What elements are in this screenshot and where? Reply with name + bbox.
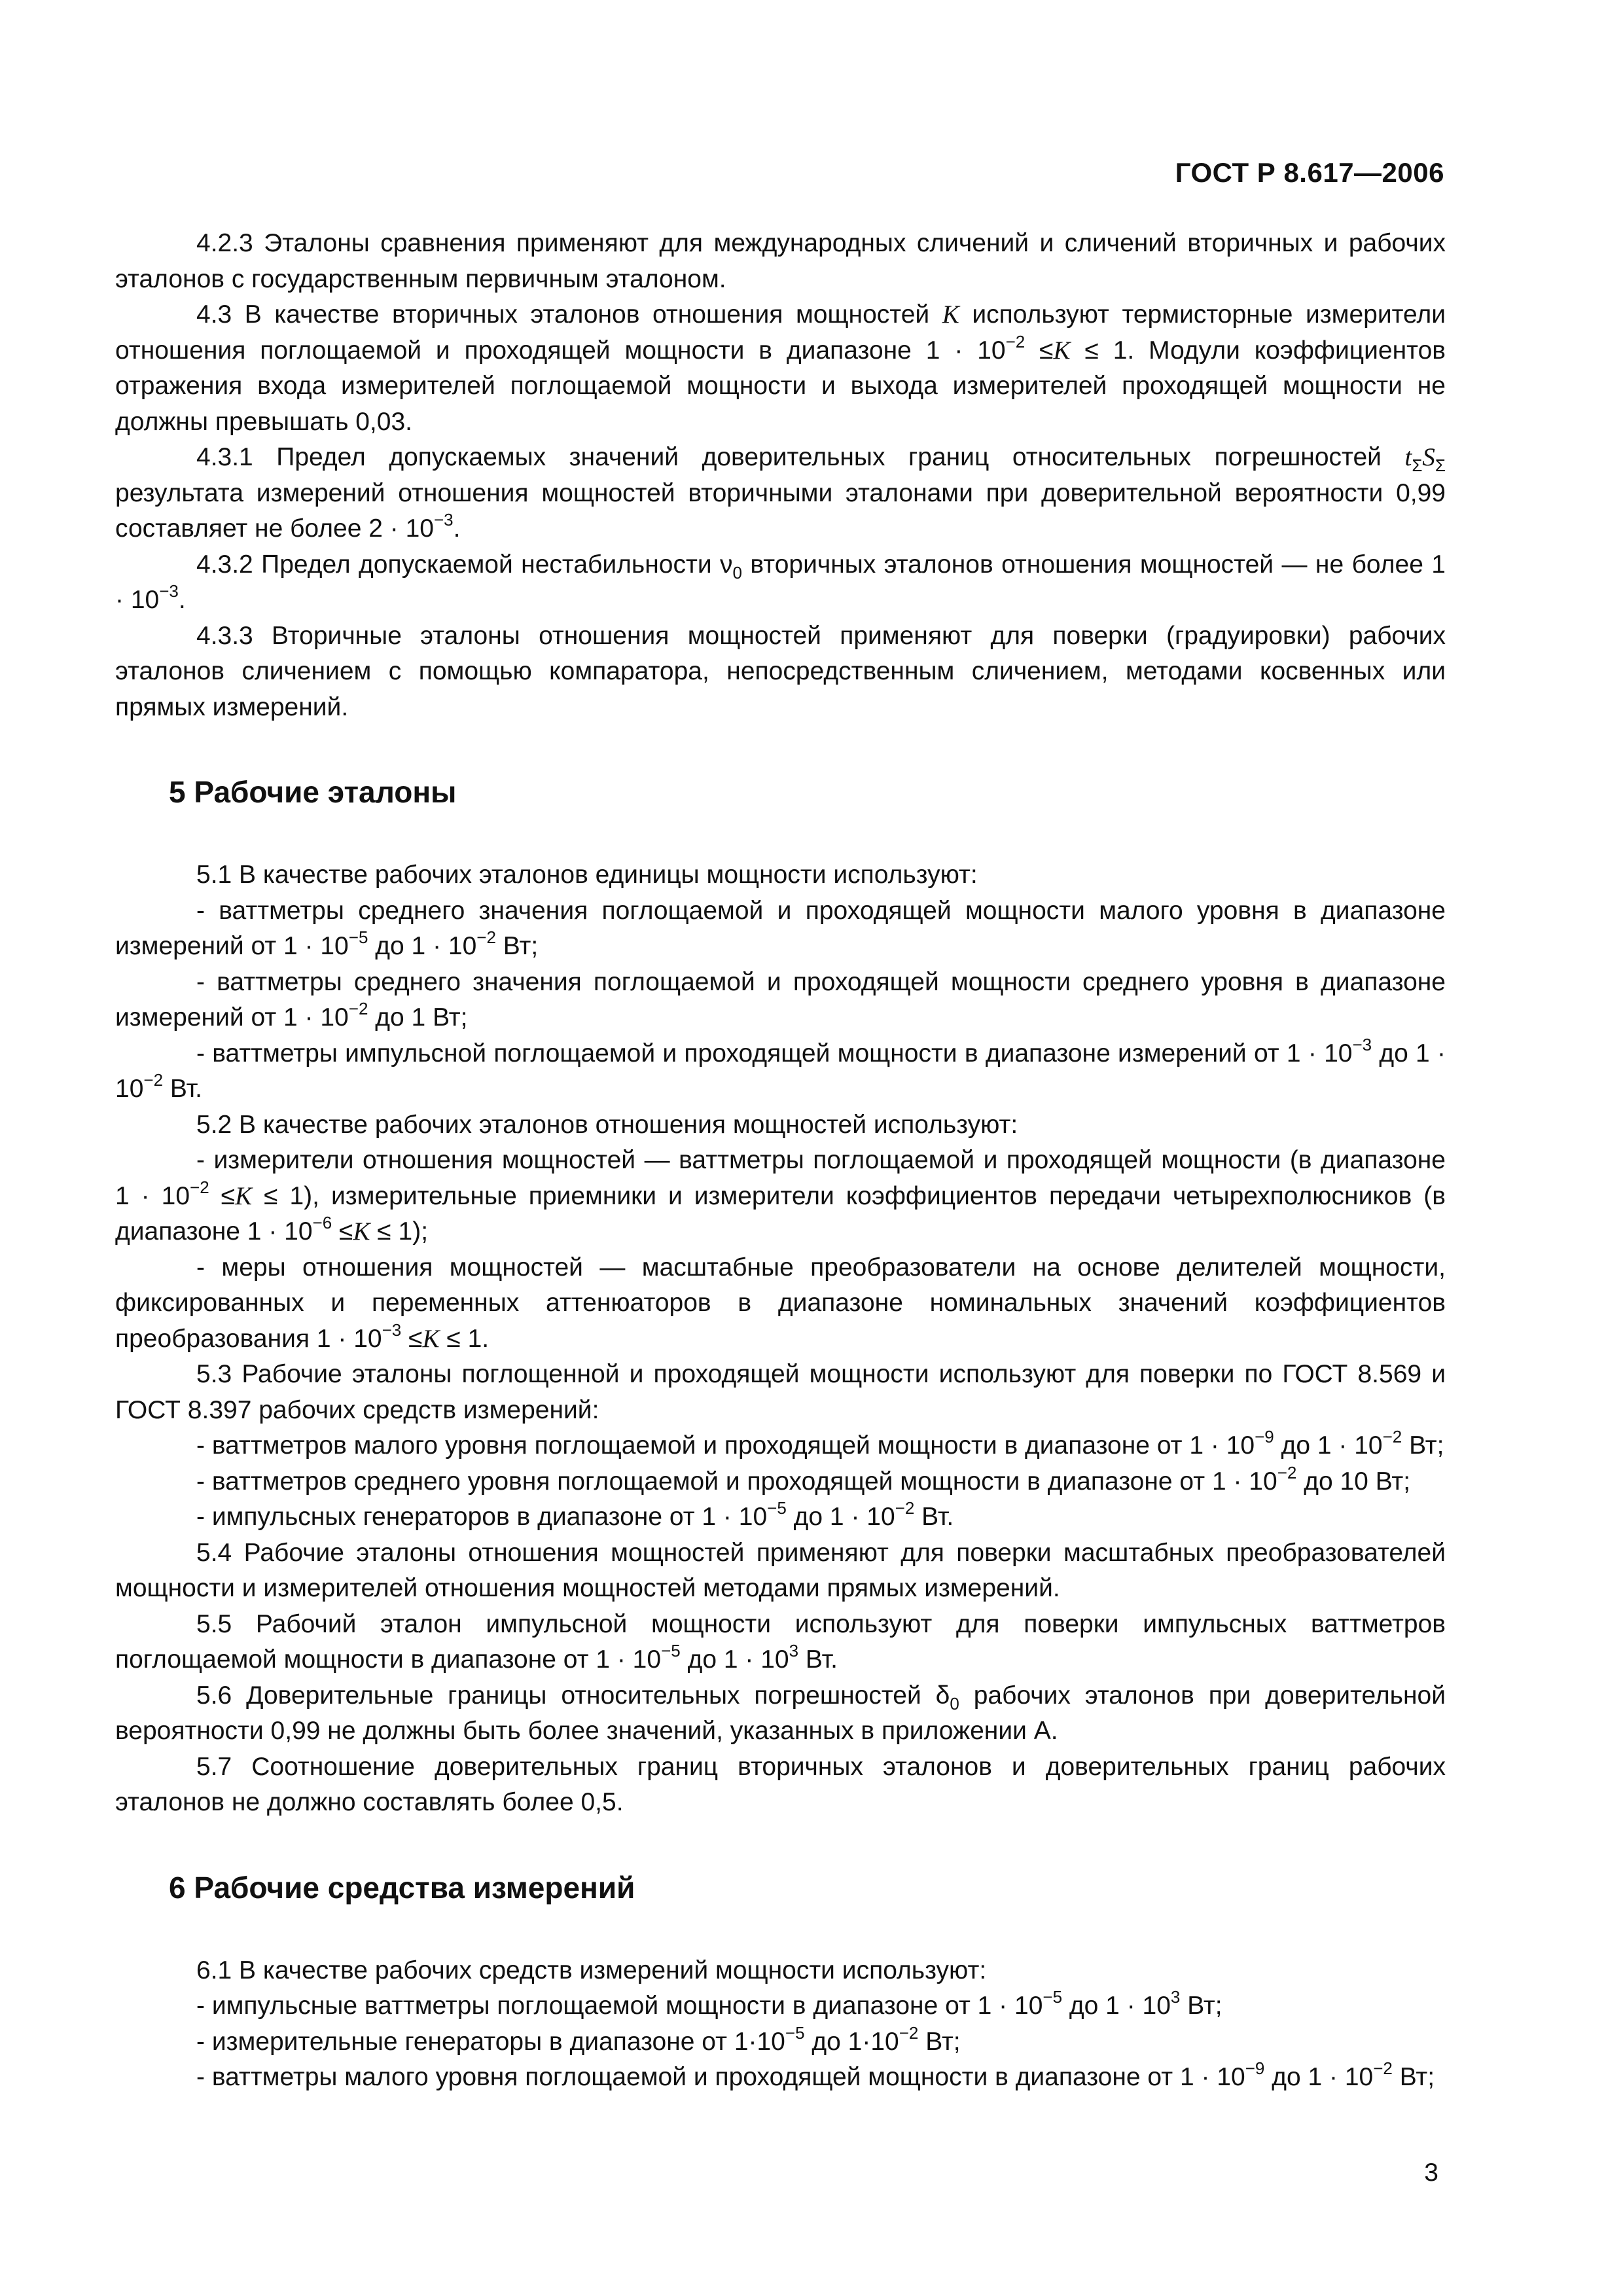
list-item-5-1-2: - ваттметры среднего значения поглощаемой и проходящей мощности среднего уровня в диапазоне измерений от $1 \cdot 10^{-2}$ до 1 Вт; (115, 967, 1446, 1031)
paragraph-5-3: 5.3 Рабочие эталоны поглощенной и проходящей мощности используют для поверки по ГОСТ 8.569 и ГОСТ 8.397 рабочих средств измерений: (115, 1360, 1446, 1424)
list-item-5-1-1: - ваттметры среднего значения поглощаемой и проходящей мощности малого уровня в диапазоне измерений от $1 \cdot 10^{-5}$ до $1 \cdot 10^{-2}$ Вт; (115, 896, 1446, 960)
paragraph-5-4: 5.4 Рабочие эталоны отношения мощностей применяют для поверки масштабных преобразователей мощности и измерителей отношения мощностей методами прямых измерений. (115, 1538, 1446, 1602)
paragraph-5-7: 5.7 Соотношение доверительных границ вторичных эталонов и доверительных границ рабочих эталонов не должно составлять более 0,5. (115, 1752, 1446, 1816)
paragraph-4-2-3: 4.2.3 Эталоны сравнения применяют для международных сличений и сличений вторичных и рабочих эталонов с государственным первичным эталоном. (115, 229, 1446, 293)
list-item-6-1-1: - импульсные ваттметры поглощаемой мощности в диапазоне от $1 \cdot 10^{-5}$ до $1 \cdot 10^3$ Вт; (196, 1987, 1222, 2020)
document-header: ГОСТ Р 8.617—2006 (1175, 157, 1444, 188)
document-body (115, 226, 1446, 2096)
page-number: 3 (1424, 2159, 1438, 2187)
paragraph-4-3-1: 4.3.1 Предел допускаемых значений доверительных границ относительных погрешностей $t_\Sigma S_\Sigma$ результата измерений отношения мощностей вторичными эталонами при доверительной вероятности 0,99 составляет не более $2 \cdot 10^{-3}$. (115, 443, 1446, 543)
paragraph-6-1: 6.1 В качестве рабочих средств измерений мощности используют: (196, 1956, 987, 1984)
section-heading-6: 6 Рабочие средства измерений (169, 1870, 635, 1905)
list-item-5-1-3: - ваттметры импульсной поглощаемой и проходящей мощности в диапазоне измерений от $1 \cdot 10^{-3}$ до $1 \cdot 10^{-2}$ Вт. (115, 1034, 1446, 1103)
section-heading-5: 5 Рабочие эталоны (169, 775, 457, 809)
paragraph-4-3-3: 4.3.3 Вторичные эталоны отношения мощностей применяют для поверки (градуировки) рабочих эталонов сличением с помощью компаратора, непосредственным сличением, методами косвенных или прямых измерений. (115, 621, 1446, 721)
paragraph-5-2: 5.2 В качестве рабочих эталонов отношения мощностей используют: (196, 1110, 1018, 1139)
list-item-5-2-1: - измерители отношения мощностей — ваттметры поглощаемой и проходящей мощности (в диапазоне $1 \cdot 10^{-2} \le K \le 1$), измерительные приемники и измерители коэффициентов передачи четырехполюсников (в диапазоне $1 \cdot 10^{-6} \le K \le 1$); (115, 1146, 1446, 1246)
list-item-6-1-3: - ваттметры малого уровня поглощаемой и проходящей мощности в диапазоне от $1 \cdot 10^{-9}$ до $1 \cdot 10^{-2}$ Вт; (196, 2058, 1435, 2091)
list-item-5-3-1: - ваттметров малого уровня поглощаемой и проходящей мощности в диапазоне от $1 \cdot 10^{-9}$ до $1 \cdot 10^{-2}$ Вт; (196, 1427, 1444, 1460)
paragraph-5-5: 5.5 Рабочий эталон импульсной мощности используют для поверки импульсных ваттметров поглощаемой мощности в диапазоне от $1 \cdot 10^{-5}$ до $1 \cdot 10^3$ Вт. (115, 1609, 1446, 1674)
paragraph-5-1: 5.1 В качестве рабочих эталонов единицы мощности используют: (196, 861, 978, 889)
paragraph-5-6: 5.6 Доверительные границы относительных погрешностей $\delta_0$ рабочих эталонов при доверительной вероятности 0,99 не должны быть более значений, указанных в приложении А. (115, 1681, 1446, 1745)
paragraph-4-3-2: 4.3.2 Предел допускаемой нестабильности $\nu_0$ вторичных эталонов отношения мощностей — не более $1 \cdot 10^{-3}$. (115, 550, 1446, 614)
list-item-5-3-2: - ваттметров среднего уровня поглощаемой и проходящей мощности в диапазоне от $1 \cdot 10^{-2}$ до 10 Вт; (196, 1462, 1411, 1496)
list-item-6-1-2: - измерительные генераторы в диапазоне от $1\cdot 10^{-5}$ до $1\cdot 10^{-2}$ Вт; (196, 2022, 961, 2056)
list-item-5-2-2: - меры отношения мощностей — масштабные преобразователи на основе делителей мощности, фиксированных и переменных аттенюаторов в диапазоне номинальных значений коэффициентов преобразования $1 \cdot 10^{-3} \le K \le 1$. (115, 1253, 1446, 1353)
list-item-5-3-3: - импульсных генераторов в диапазоне от $1 \cdot 10^{-5}$ до $1 \cdot 10^{-2}$ Вт. (196, 1498, 954, 1531)
paragraph-4-3: 4.3 В качестве вторичных эталонов отношения мощностей K используют термисторные измерители отношения поглощаемой и проходящей мощности в диапазоне $1 \cdot 10^{-2} \le K \le 1$. Модули коэффициентов отражения входа измерителей поглощаемой мощности и выхода измерителей проходящей мощности не должны превышать 0,03. (115, 300, 1446, 436)
